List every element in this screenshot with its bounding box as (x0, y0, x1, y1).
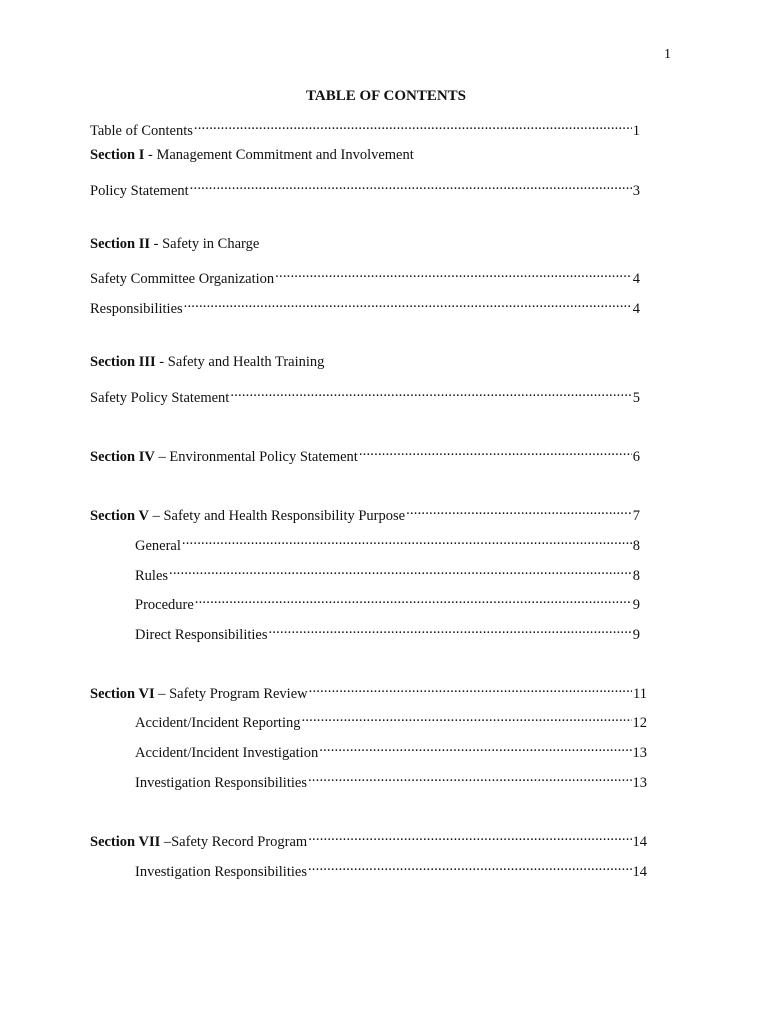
toc-entry-label (90, 506, 405, 526)
toc-entry-label (135, 625, 268, 645)
toc-entry-label (90, 447, 358, 467)
toc-entry (90, 441, 640, 465)
dot-leader (406, 500, 632, 520)
toc-entry (90, 115, 640, 139)
toc-entry-page: 11 (633, 686, 647, 702)
toc-entry (90, 382, 640, 406)
toc-entry-page: 13 (632, 745, 647, 761)
toc-entry-label (90, 352, 324, 372)
dot-leader (269, 619, 632, 639)
toc-entry (135, 560, 640, 584)
toc-entry-text: - Management Commitment and Involvement (144, 147, 414, 163)
toc-entry-page: 8 (632, 568, 640, 584)
toc-entry-page: 1 (632, 123, 640, 139)
toc-section-number: Section IV (90, 449, 155, 465)
toc-section-number: Section II (90, 236, 151, 252)
dot-leader (359, 441, 632, 461)
dot-leader (184, 293, 632, 313)
toc-entry (90, 826, 647, 850)
toc-entry-label (90, 832, 307, 852)
toc-entry (90, 175, 640, 199)
toc-title: TABLE OF CONTENTS (305, 88, 467, 104)
dot-leader (302, 707, 632, 727)
toc-entry-text: – Safety and Health Responsibility Purpose (148, 508, 406, 524)
toc-entry-label (135, 713, 301, 733)
page-number: 1 (664, 47, 671, 62)
toc-entry-page: 4 (632, 301, 640, 317)
dot-leader (169, 560, 632, 580)
toc-entry-label (135, 773, 307, 793)
dot-leader (230, 382, 631, 402)
toc-entry-label (135, 566, 168, 586)
toc-entry-page: 13 (632, 775, 647, 791)
toc-entry (135, 856, 647, 880)
toc-entry-label (135, 743, 318, 763)
dot-leader (308, 767, 632, 787)
toc-entry-text: Procedure (135, 597, 194, 613)
toc-entry-text: Investigation Responsibilities (135, 775, 307, 791)
toc-entry-label (90, 145, 414, 165)
toc-entry-page: 5 (632, 390, 640, 406)
toc-entry (90, 234, 640, 254)
toc-entry-label (135, 862, 307, 882)
toc-entry-text: Direct Responsibilities (135, 627, 268, 643)
dot-leader (195, 589, 632, 609)
toc-entry-page: 14 (632, 864, 647, 880)
toc-entry-label (90, 234, 259, 254)
toc-entry (135, 530, 640, 554)
toc-entry (90, 293, 640, 317)
toc-entry-text: Table of Contents (90, 123, 193, 139)
dot-leader (182, 530, 632, 550)
toc-entry-text: – Environmental Policy Statement (154, 449, 358, 465)
toc-entry (90, 352, 640, 372)
dot-leader (309, 678, 632, 698)
toc-entry (135, 589, 640, 613)
dot-leader (194, 115, 632, 135)
dot-leader (308, 826, 631, 846)
toc-entry-text: Safety Policy Statement (90, 390, 230, 406)
toc-entry-page: 12 (632, 715, 647, 731)
toc-entry-label (90, 121, 193, 141)
toc-entry (90, 500, 640, 524)
toc-entry-text: General (135, 538, 181, 554)
toc-entry-text: Rules (135, 568, 169, 584)
toc-entry (135, 767, 647, 791)
toc-entry-label (90, 388, 229, 408)
toc-section-number: Section III (90, 354, 156, 370)
toc-entry-text: –Safety Record Program (160, 834, 308, 850)
toc-entry (90, 263, 640, 287)
toc-entry-text: – Safety Program Review (154, 686, 308, 702)
toc-entry-text: Accident/Incident Reporting (135, 715, 301, 731)
toc-entry-text: - Safety and Health Training (155, 354, 325, 370)
toc-entry-label (135, 536, 181, 556)
toc-entry-text: Safety Committee Organization (90, 271, 275, 287)
toc-entry-label (90, 299, 183, 319)
toc-entry (90, 145, 640, 165)
dot-leader (308, 856, 632, 876)
dot-leader (190, 175, 632, 195)
toc-section-number: Section I (90, 147, 145, 163)
toc-entry-text: Accident/Incident Investigation (135, 745, 319, 761)
toc-entry-text: Policy Statement (90, 183, 189, 199)
toc-entry-page: 9 (632, 627, 640, 643)
toc-entry-label (90, 269, 274, 289)
toc-entry-label (90, 181, 189, 201)
toc-entry-text: - Safety in Charge (150, 236, 260, 252)
toc-entry-label (135, 595, 194, 615)
toc-entry-page: 3 (632, 183, 640, 199)
toc-entry (90, 678, 647, 702)
toc-section-number: Section VII (90, 834, 161, 850)
toc-entry-page: 6 (632, 449, 640, 465)
toc-entry-text: Investigation Responsibilities (135, 864, 307, 880)
dot-leader (275, 263, 632, 283)
toc-entry (135, 737, 647, 761)
dot-leader (319, 737, 631, 757)
toc-section-number: Section V (90, 508, 149, 524)
toc-entry-page: 7 (632, 508, 640, 524)
toc-entry-page: 9 (632, 597, 640, 613)
toc-entry (135, 707, 647, 731)
toc-entry (135, 619, 640, 643)
toc-section-number: Section VI (90, 686, 155, 702)
toc-entry-label (90, 684, 308, 704)
toc-entry-page: 8 (632, 538, 640, 554)
toc-entry-page: 14 (632, 834, 647, 850)
toc-entry-text: Responsibilities (90, 301, 183, 317)
toc-entry-page: 4 (632, 271, 640, 287)
